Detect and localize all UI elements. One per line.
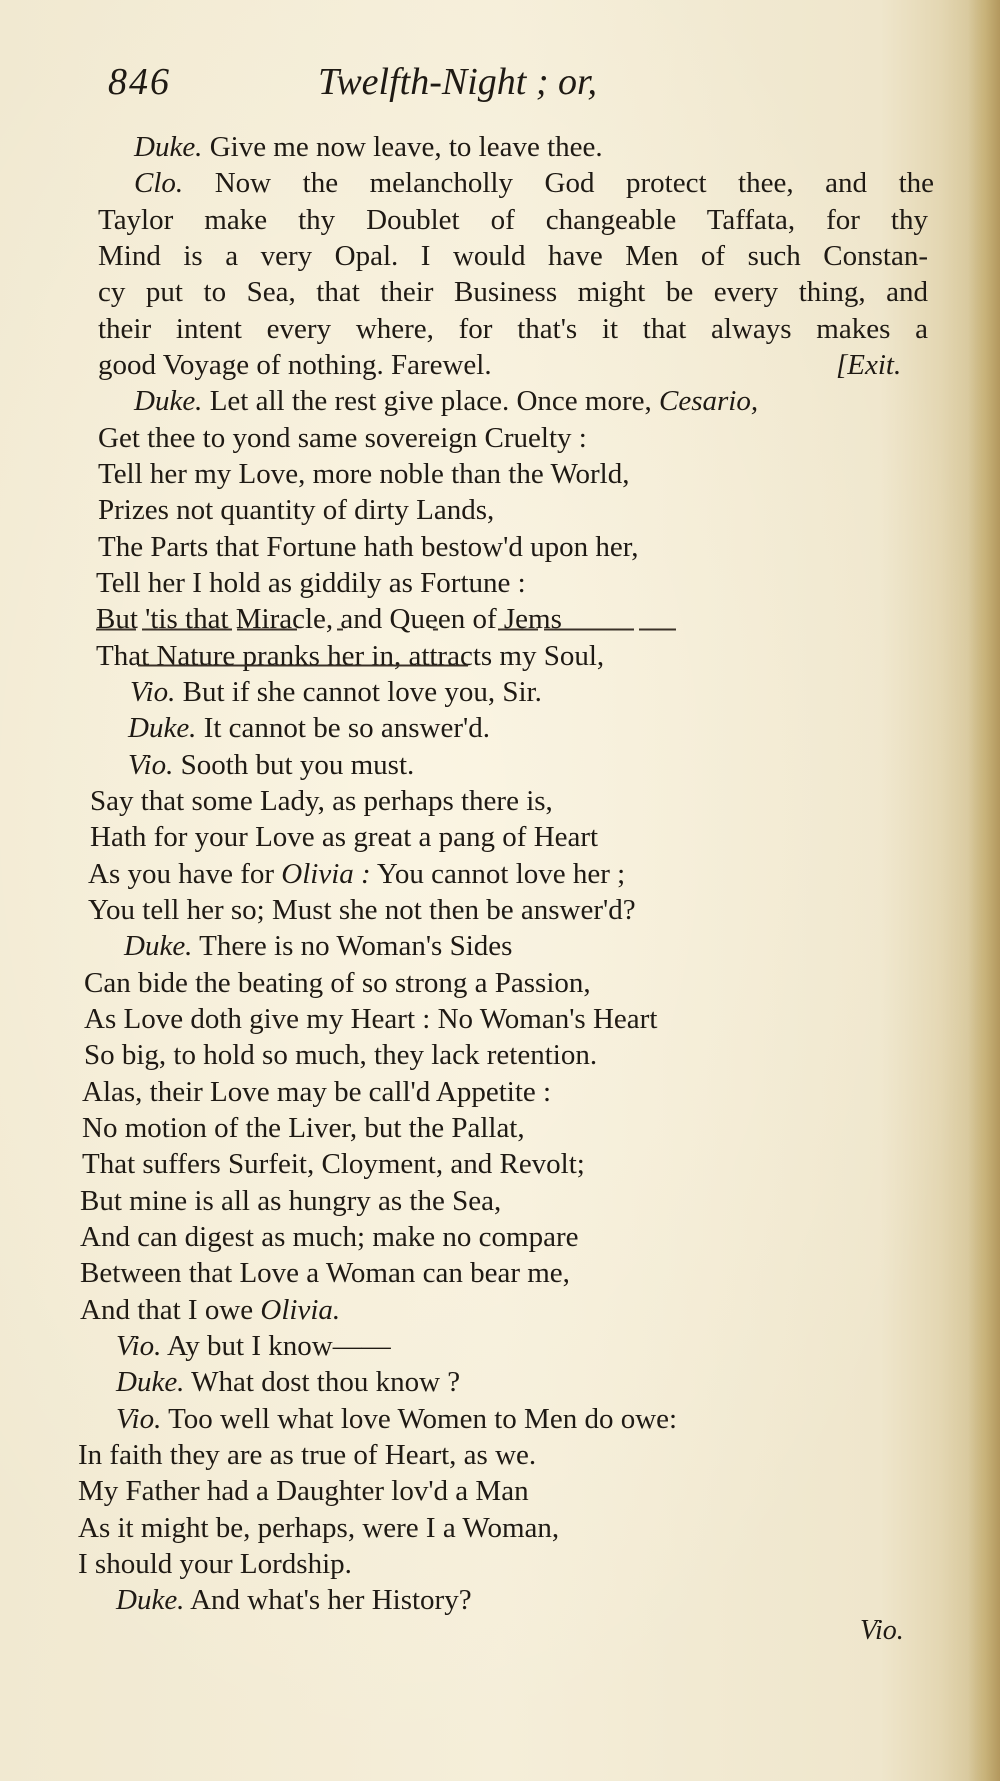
speaker-name: Duke. [128,712,197,744]
text-line [80,1293,340,1327]
line-text: And what's her History? [184,1584,472,1616]
catchword: Vio. [860,1615,904,1646]
line-text-rest: You cannot love her ; [370,858,626,890]
text-line [116,1329,391,1363]
line-text: Can bide the beating of so strong a Passion, [84,967,591,999]
speaker-name: Duke. [134,131,203,163]
text-line [84,1002,657,1036]
line-text: Tell her I hold as giddily as Fortune : [96,567,526,599]
line-text: Give me now leave, to leave thee. [202,131,603,163]
text-line [88,857,625,891]
text-line [130,675,542,709]
line-text: Taylor make thy Doublet of changeable Taffata, for thy [98,204,928,236]
line-text: Sooth but you must. [173,749,415,781]
text-line [98,530,638,564]
text-line [82,1111,525,1145]
line-text: Say that some Lady, as perhaps there is, [90,785,553,817]
text-line [80,1184,501,1218]
text-line [82,1147,585,1181]
line-text: But 'tis that Miracle, and Queen of Jems [96,603,562,635]
line-text: What dost thou know ? [184,1366,461,1398]
line-text: cy put to Sea, that their Business might be every thing, and [98,276,928,308]
line-text: It cannot be so answer'd. [196,712,490,744]
speaker-name: Duke. [116,1366,185,1398]
handwritten-underline [138,664,468,667]
line-text: their intent every where, for that's it that always makes a [98,313,928,345]
text-line [98,312,928,346]
line-text: I should your Lordship. [78,1548,352,1580]
line-text: As Love doth give my Heart : No Woman's Heart [84,1003,658,1035]
running-title: Twelfth-Night ; or, [318,61,598,103]
text-line [78,1547,352,1581]
line-text: Tell her my Love, more noble than the World, [98,458,630,490]
text-line [98,275,928,309]
line-text: Too well what love Women to Men do owe: [161,1403,678,1435]
name-cesario: Cesario, [659,385,759,417]
line-text: But mine is all as hungry as the Sea, [80,1185,502,1217]
text-line [84,966,591,1000]
line-text: So big, to hold so much, they lack retention. [84,1039,598,1071]
line-text: As you have for [88,858,282,890]
speaker-name: Clo. [134,167,184,199]
text-line [98,457,629,491]
line-text: The Parts that Fortune hath bestow'd upon her, [98,531,639,563]
text-line [134,130,603,164]
text-line [128,748,414,782]
line-text: Now the melancholly God protect thee, and the [183,167,934,199]
text-line [124,929,512,963]
speaker-name: Vio. [128,749,174,781]
line-text: My Father had a Daughter lov'd a Man [78,1475,529,1507]
speaker-name: Duke. [124,930,193,962]
text-line [88,893,636,927]
text-line [98,493,494,527]
text-line [78,1511,559,1545]
text-line [134,384,758,418]
line-text: That suffers Surfeit, Cloyment, and Revolt; [82,1148,585,1180]
text-line [98,421,587,455]
line-text: There is no Woman's Sides [192,930,513,962]
text-line [84,1038,597,1072]
text-line [80,1256,570,1290]
line-text: Get thee to yond same sovereign Cruelty : [98,422,587,454]
text-line [116,1583,472,1617]
line-text: But if she cannot love you, Sir. [175,676,542,708]
speaker-name: Vio. [130,676,176,708]
text-line [134,166,934,200]
line-text: As it might be, perhaps, were I a Woman, [78,1512,560,1544]
stage-direction-exit: [Exit. [836,349,902,381]
line-text: good Voyage of nothing. Farewel. [98,349,492,381]
line-text: Between that Love a Woman can bear me, [80,1257,570,1289]
text-line [98,348,492,382]
text-line [78,1438,536,1472]
page-edge-shadow [968,0,1000,1781]
text-line [80,1220,578,1254]
text-line [116,1402,677,1436]
text-line [128,711,490,745]
text-line [116,1365,460,1399]
line-text: Hath for your Love as great a pang of Heart [90,821,599,853]
text-line [82,1075,551,1109]
text-line [96,566,526,600]
page-header [108,60,708,116]
speaker-name: Vio. [116,1403,162,1435]
line-text: No motion of the Liver, but the Pallat, [82,1112,525,1144]
line-text: That Nature pranks her in, attracts my Soul, [96,640,605,672]
line-text: Let all the rest give place. Once more, [202,385,659,417]
text-line [98,203,928,237]
text-line [98,239,928,273]
line-text: In faith they are as true of Heart, as we. [78,1439,537,1471]
handwritten-underline [96,628,676,631]
name-olivia: Olivia. [260,1294,341,1326]
name-olivia: Olivia : [281,858,371,890]
line-text: Ay but I know—— [161,1330,391,1362]
line-text: Alas, their Love may be call'd Appetite : [82,1076,552,1108]
page-number: 846 [108,61,171,103]
text-line [90,820,598,854]
line-text: And can digest as much; make no compare [80,1221,579,1253]
text-line [90,784,553,818]
text-line [78,1474,529,1508]
speaker-name: Duke. [116,1584,185,1616]
line-text: You tell her so; Must she not then be answer'd? [88,894,636,926]
text-line [96,639,604,673]
line-text: Mind is a very Opal. I would have Men of such Constan- [98,240,928,272]
line-text: And that I owe [80,1294,261,1326]
speaker-name: Vio. [116,1330,162,1362]
line-text: Prizes not quantity of dirty Lands, [98,494,495,526]
speaker-name: Duke. [134,385,203,417]
